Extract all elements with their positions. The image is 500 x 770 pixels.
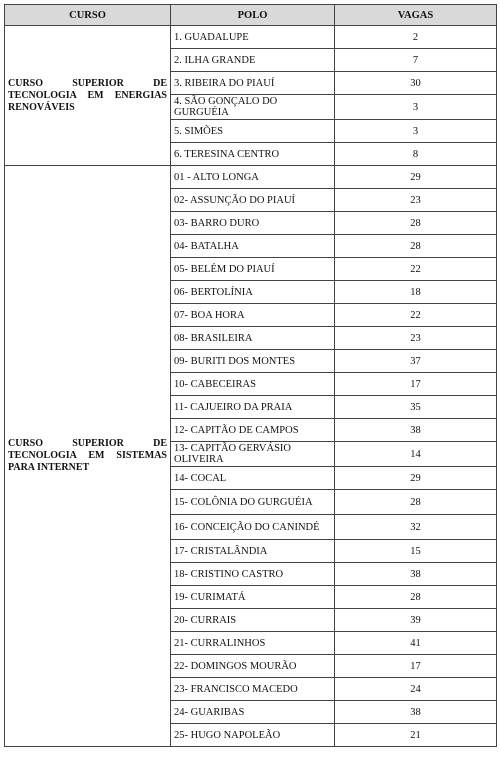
vagas-cell: 39 xyxy=(335,609,497,632)
vagas-cell: 28 xyxy=(335,586,497,609)
vagas-cell: 28 xyxy=(335,490,497,515)
polo-cell: 19- CURIMATÁ xyxy=(171,586,335,609)
polo-cell: 3. RIBEIRA DO PIAUÍ xyxy=(171,72,335,95)
document-page xyxy=(4,4,497,747)
polo-cell: 06- BERTOLÍNIA xyxy=(171,281,335,304)
table-body xyxy=(5,26,497,747)
vagas-cell: 3 xyxy=(335,95,497,120)
polo-cell: 01 - ALTO LONGA xyxy=(171,166,335,189)
table-header-row xyxy=(5,5,497,26)
polo-cell: 5. SIMÕES xyxy=(171,120,335,143)
header-polo: POLO xyxy=(171,5,335,26)
polo-cell: 05- BELÉM DO PIAUÍ xyxy=(171,258,335,281)
vagas-cell: 21 xyxy=(335,724,497,747)
vagas-cell: 30 xyxy=(335,72,497,95)
table-row xyxy=(5,166,497,189)
vagas-cell: 17 xyxy=(335,373,497,396)
vagas-cell: 29 xyxy=(335,166,497,189)
polo-cell: 20- CURRAIS xyxy=(171,609,335,632)
vagas-cell: 24 xyxy=(335,678,497,701)
vagas-cell: 38 xyxy=(335,701,497,724)
polo-cell: 03- BARRO DURO xyxy=(171,212,335,235)
vagas-cell: 22 xyxy=(335,258,497,281)
table-row xyxy=(5,26,497,49)
polo-cell: 25- HUGO NAPOLEÃO xyxy=(171,724,335,747)
course-name-cell: CURSO SUPERIOR DE TECNOLOGIA EM ENERGIAS RENOVÁVEIS xyxy=(5,26,171,166)
polo-cell: 21- CURRALINHOS xyxy=(171,632,335,655)
vagas-cell: 3 xyxy=(335,120,497,143)
header-vagas: VAGAS xyxy=(335,5,497,26)
vagas-cell: 14 xyxy=(335,442,497,467)
polo-cell: 11- CAJUEIRO DA PRAIA xyxy=(171,396,335,419)
vagas-cell: 2 xyxy=(335,26,497,49)
polo-cell: 4. SÃO GONÇALO DO GURGUÉIA xyxy=(171,95,335,120)
polo-cell: 08- BRASILEIRA xyxy=(171,327,335,350)
vagas-cell: 29 xyxy=(335,467,497,490)
vacancies-table xyxy=(4,4,497,747)
header-curso: CURSO xyxy=(5,5,171,26)
vagas-cell: 15 xyxy=(335,540,497,563)
vagas-cell: 7 xyxy=(335,49,497,72)
course-name-cell: CURSO SUPERIOR DE TECNOLOGIA EM SISTEMAS PARA INTERNET xyxy=(5,166,171,747)
vagas-cell: 23 xyxy=(335,189,497,212)
polo-cell: 12- CAPITÃO DE CAMPOS xyxy=(171,419,335,442)
polo-cell: 15- COLÔNIA DO GURGUÉIA xyxy=(171,490,335,515)
vagas-cell: 28 xyxy=(335,212,497,235)
vagas-cell: 17 xyxy=(335,655,497,678)
polo-cell: 13- CAPITÃO GERVÁSIO OLIVEIRA xyxy=(171,442,335,467)
vagas-cell: 38 xyxy=(335,563,497,586)
polo-cell: 10- CABECEIRAS xyxy=(171,373,335,396)
polo-cell: 6. TERESINA CENTRO xyxy=(171,143,335,166)
vagas-cell: 32 xyxy=(335,515,497,540)
vagas-cell: 18 xyxy=(335,281,497,304)
polo-cell: 23- FRANCISCO MACEDO xyxy=(171,678,335,701)
vagas-cell: 38 xyxy=(335,419,497,442)
polo-cell: 22- DOMINGOS MOURÃO xyxy=(171,655,335,678)
polo-cell: 02- ASSUNÇÃO DO PIAUÍ xyxy=(171,189,335,212)
polo-cell: 17- CRISTALÂNDIA xyxy=(171,540,335,563)
polo-cell: 07- BOA HORA xyxy=(171,304,335,327)
polo-cell: 09- BURITI DOS MONTES xyxy=(171,350,335,373)
polo-cell: 14- COCAL xyxy=(171,467,335,490)
vagas-cell: 8 xyxy=(335,143,497,166)
polo-cell: 04- BATALHA xyxy=(171,235,335,258)
vagas-cell: 23 xyxy=(335,327,497,350)
polo-cell: 18- CRISTINO CASTRO xyxy=(171,563,335,586)
vagas-cell: 28 xyxy=(335,235,497,258)
vagas-cell: 41 xyxy=(335,632,497,655)
polo-cell: 2. ILHA GRANDE xyxy=(171,49,335,72)
vagas-cell: 22 xyxy=(335,304,497,327)
vagas-cell: 35 xyxy=(335,396,497,419)
vagas-cell: 37 xyxy=(335,350,497,373)
polo-cell: 1. GUADALUPE xyxy=(171,26,335,49)
polo-cell: 16- CONCEIÇÃO DO CANINDÉ xyxy=(171,515,335,540)
polo-cell: 24- GUARIBAS xyxy=(171,701,335,724)
